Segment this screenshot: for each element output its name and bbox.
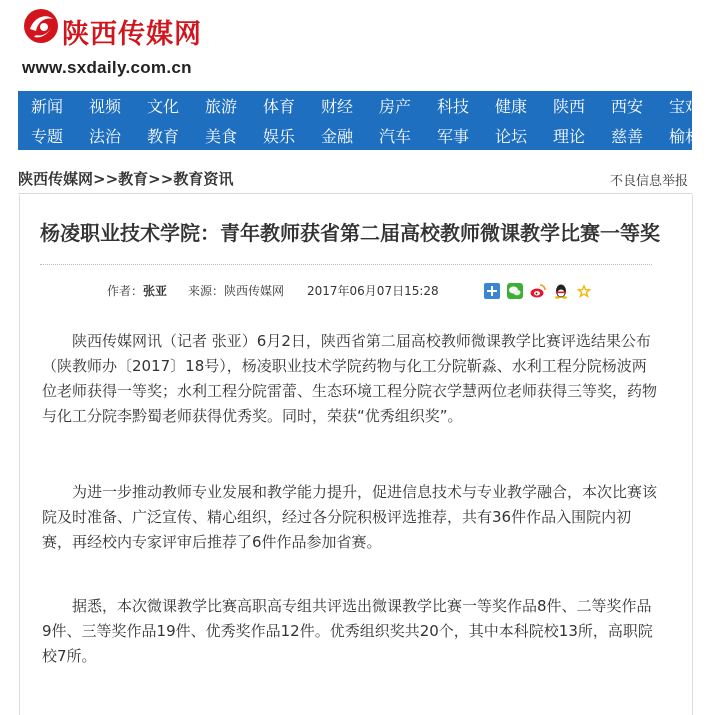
article-paragraph-3 [42, 594, 660, 669]
nav-item-tech[interactable]: 科技 [436, 97, 469, 116]
article-paragraph-2 [42, 480, 660, 555]
article-date: 2017年06月07日15:28 [307, 284, 439, 298]
paragraph-text: 陕西传媒网讯（记者 张亚）6月2日，陕西省第二届高校教师微课教学比赛评选结果公布（陕教师办〔2017〕18号），杨凌职业技术学院药物与化工分院靳淼、水利工程分院杨波两位老师获得一等奖；水利工程分院雷蕾、生态环境工程分院衣学慧两位老师获得三等奖，药物与化工分院李黔蜀老师获得优秀奖。同时，荣获“优秀组织奖”。 [42, 332, 658, 425]
nav-item-auto[interactable]: 汽车 [378, 127, 411, 146]
breadcrumb [18, 168, 233, 189]
article-source [188, 282, 284, 299]
nav-item-video[interactable]: 视频 [88, 97, 121, 116]
wechat-icon[interactable] [507, 283, 523, 299]
title-divider [40, 264, 652, 265]
nav-item-xian[interactable]: 西安 [610, 97, 643, 116]
article-paragraph-1 [42, 329, 660, 429]
article-title: 杨凌职业技术学院：青年教师获省第二届高校教师微课教学比赛一等奖 [40, 221, 660, 245]
nav-item-shaanxi[interactable]: 陕西 [552, 97, 585, 116]
nav-item-topics[interactable]: 专题 [30, 127, 63, 146]
nav-item-culture[interactable]: 文化 [146, 97, 179, 116]
nav-item-military[interactable]: 军事 [436, 127, 469, 146]
nav-item-news[interactable]: 新闻 [30, 97, 63, 116]
nav-item-travel[interactable]: 旅游 [204, 97, 237, 116]
logo-text[interactable]: 陕西传媒网 [62, 19, 202, 50]
breadcrumb-education-news[interactable]: 教育资讯 [173, 170, 234, 188]
nav-item-yulin[interactable]: 榆林 [668, 127, 701, 146]
nav-item-sports[interactable]: 体育 [262, 97, 295, 116]
divider [18, 193, 692, 194]
logo-url[interactable]: www.sxdaily.com.cn [22, 58, 192, 77]
paragraph-text: 为进一步推动教师专业发展和教学能力提升，促进信息技术与专业教学融合，本次比赛该院及时准备、广泛宣传、精心组织，经过各分院积极评选推荐，共有36件作品入围院内初赛，再经校内专家评审后推荐了6件作品参加省赛。 [42, 483, 658, 551]
site-header [0, 0, 692, 90]
nav-item-charity[interactable]: 慈善 [610, 127, 643, 146]
paragraph-text: 据悉，本次微课教学比赛高职高专组共评选出微课教学比赛一等奖作品8件、二等奖作品9件、三等奖作品19件、优秀奖作品12件。优秀组织奖共20个，其中本科院校13所，高职院校7所。 [42, 597, 653, 665]
nav-item-entertainment[interactable]: 娱乐 [262, 127, 295, 146]
nav-item-forum[interactable]: 论坛 [494, 127, 527, 146]
nav-item-baoji[interactable]: 宝鸡 [668, 97, 701, 116]
qq-icon[interactable] [553, 283, 569, 299]
breadcrumb-sep: >> [93, 170, 119, 188]
nav-item-banking[interactable]: 金融 [320, 127, 353, 146]
logo-icon[interactable] [22, 7, 60, 45]
qzone-icon[interactable] [576, 283, 592, 299]
breadcrumb-home[interactable]: 陕西传媒网 [18, 170, 94, 188]
plus-share-icon[interactable] [484, 283, 500, 299]
nav-item-food[interactable]: 美食 [204, 127, 237, 146]
author-label: 作者： [107, 284, 144, 298]
breadcrumb-sep: >> [148, 170, 174, 188]
author-name: 张亚 [143, 284, 168, 298]
report-link[interactable]: 不良信息举报 [609, 174, 688, 189]
weibo-icon[interactable] [530, 283, 546, 299]
nav-item-education[interactable]: 教育 [146, 127, 179, 146]
nav-item-finance[interactable]: 财经 [320, 97, 353, 116]
nav-item-law[interactable]: 法治 [88, 127, 121, 146]
source-name: 陕西传媒网 [224, 284, 285, 298]
main-nav [18, 91, 701, 150]
nav-item-realestate[interactable]: 房产 [378, 97, 411, 116]
breadcrumb-education[interactable]: 教育 [118, 170, 149, 188]
nav-item-health[interactable]: 健康 [494, 97, 527, 116]
source-label: 来源： [188, 284, 225, 298]
nav-item-theory[interactable]: 理论 [552, 127, 585, 146]
article-author [107, 282, 167, 299]
